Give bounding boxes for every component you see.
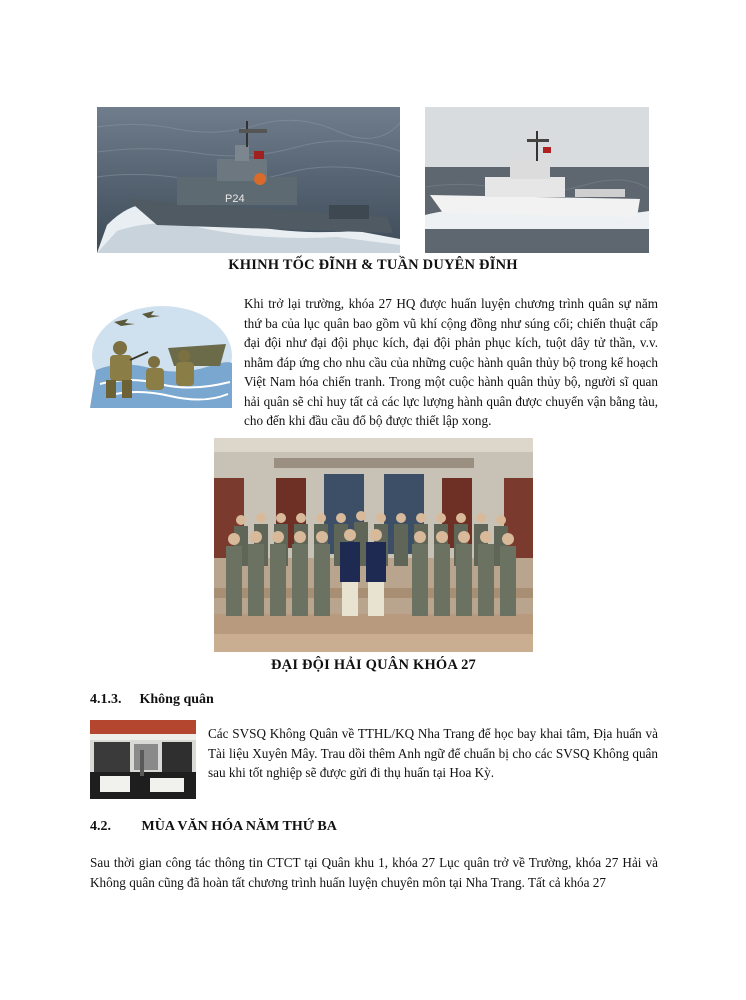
boat-hull-marking: P24 xyxy=(225,193,245,205)
section-413-heading xyxy=(90,692,214,708)
air-force-paragraph: Các SVSQ Không Quân về TTHL/KQ Nha Trang để học bay khai tâm, Địa huấn và Tài liệu Xuyên Mây. Trau dồi thêm Anh ngữ để chuẩn bị cho các SVSQ Không quân sau khi tốt nghiệp sẽ được gửi đi thụ huấn tại Hoa Kỳ. xyxy=(208,726,658,780)
boats-caption: KHINH TỐC ĐĨNH & TUẦN DUYÊN ĐĨNH xyxy=(228,257,518,273)
section-413-number: 4.1.3. xyxy=(90,692,122,707)
marines-paragraph: Khi trở lại trường, khóa 27 HQ được huấn luyện chương trình quân sự năm thứ ba của lục quân bao gồm vũ khí cộng đồng như súng cối; chiến thuật cấp đại đội như đại đội phục kích, đại đội phản phục kích, tuột dây tử thần, v.v. nhằm đáp ứng cho nhu cầu của những cuộc hành quân thủy bộ trong kế hoạch Việt Nam hóa chiến tranh. Trong một cuộc hành quân thủy bộ, người sĩ quan hải quân sẽ chỉ huy tất cả các lực lượng hành quân được chuyển vận bằng tàu, cho đến khi đầu cầu đổ bộ được thiết lập xong. xyxy=(244,296,658,428)
culture-season-paragraph: Sau thời gian công tác thông tin CTCT tại Quân khu 1, khóa 27 Lục quân trở về Trường, khóa 27 Hải và Không quân cũng đã hoàn tất chương trình huấn luyện chuyên môn tại Nha Trang. Tất cả khóa 27 xyxy=(90,855,658,890)
section-42-heading xyxy=(90,819,337,835)
company-caption: ĐẠI ĐỘI HẢI QUÂN KHÓA 27 xyxy=(271,657,476,673)
section-42-title: MÙA VĂN HÓA NĂM THỨ BA xyxy=(141,819,337,834)
naval-company-photo xyxy=(214,438,533,652)
coast-guard-boat-photo xyxy=(425,107,649,253)
marines-illustration xyxy=(90,300,232,408)
patrol-boat-photo xyxy=(97,107,400,253)
flight-classroom-photo xyxy=(90,720,196,799)
section-413-title: Không quân xyxy=(139,692,214,707)
section-42-number: 4.2. xyxy=(90,819,111,834)
